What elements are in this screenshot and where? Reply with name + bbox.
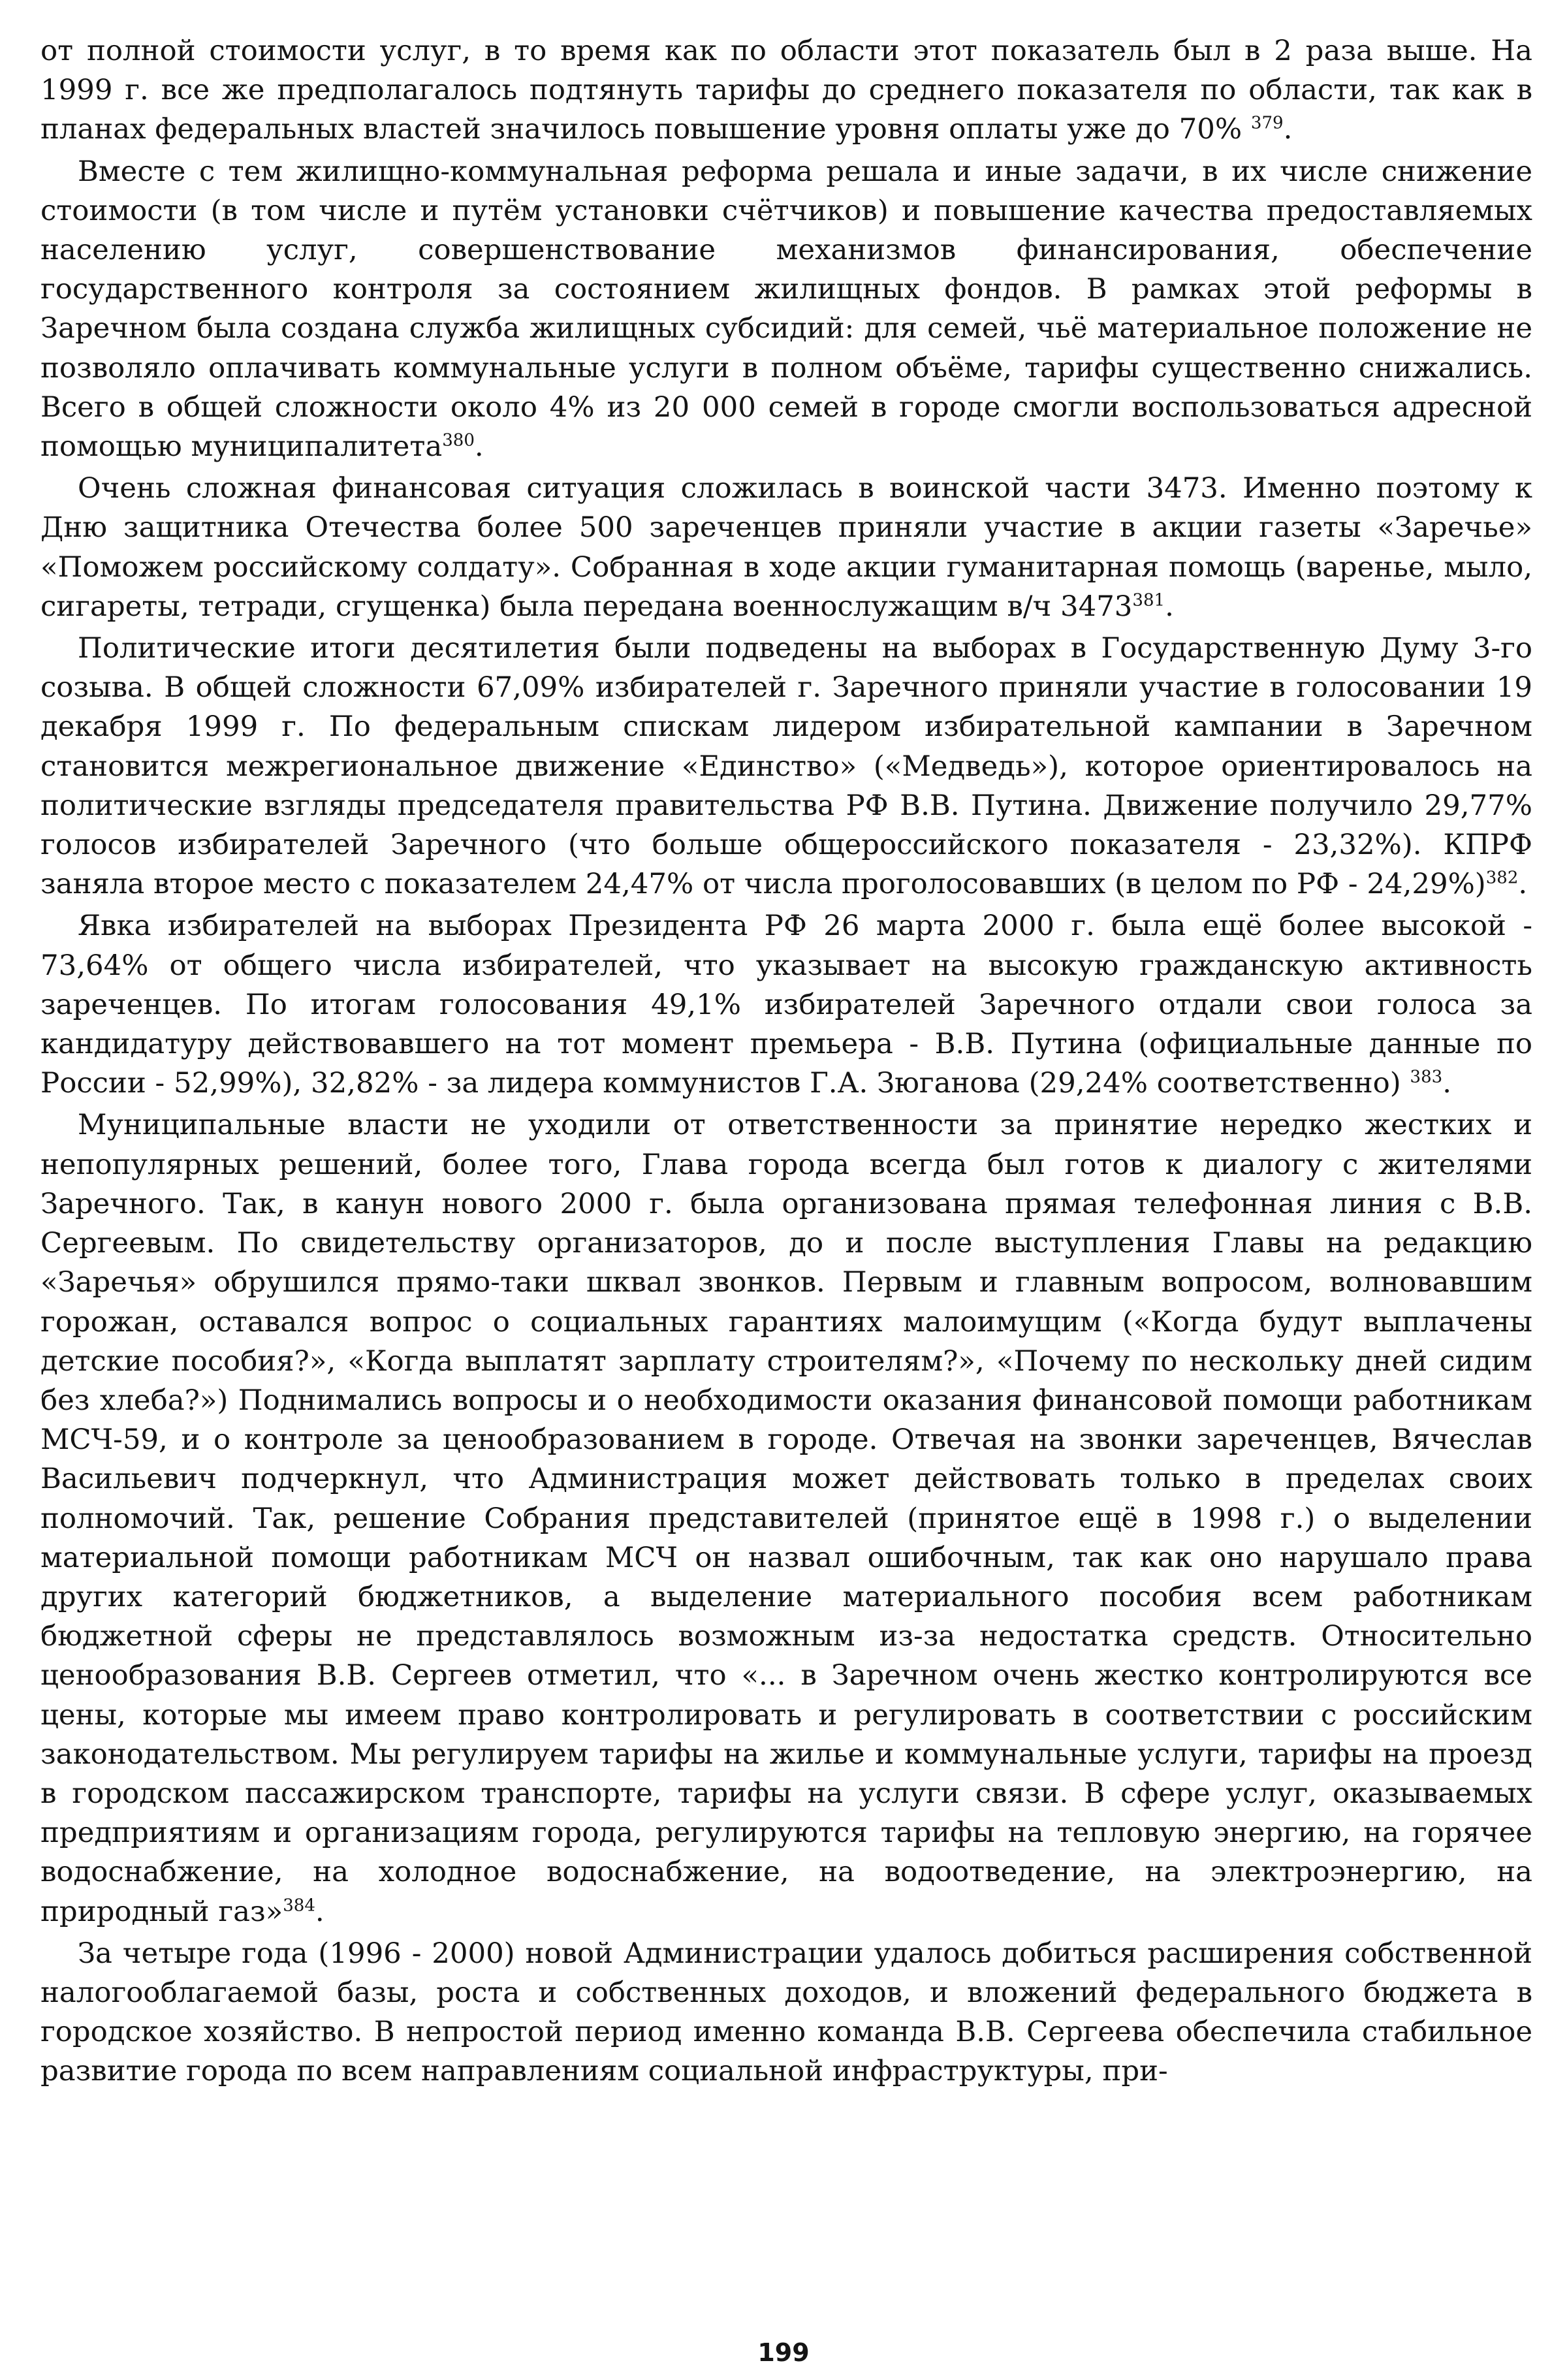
footnote-ref: 381 xyxy=(1132,590,1165,611)
paragraph: Очень сложная финансовая ситуация сложилась в воинской части 3473. Именно поэтому к Дню защитника Отечества более 500 зареченцев приняли участие в акции газеты «Заречье» «Поможем российскому солдату». Собранная в ходе акции гуманитарная помощь (варенье, мыло, сигареты, тетради, сгущенка) была передана военнослужащим в/ч 3473$^{381}$. xyxy=(40,472,1532,623)
footnote-ref: 382 xyxy=(1485,868,1519,888)
page-text xyxy=(40,31,1532,2304)
paragraph: Явка избирателей на выборах Президента РФ 26 марта 2000 г. была ещё более высокой - 73,64% от общего числа избирателей, что указывает на высокую гражданскую активность зареченцев. По итогам голосования 49,1% избирателей Заречного отдали свои голоса за кандидатуру действовавшего на тот момент премьера - В.В. Путина (официальные данные по России - 52,99%), 32,82% - за лидера коммунистов Г.А. Зюганова (29,24% соответственно) $^{383}$. xyxy=(40,910,1532,1100)
footnote-ref: 384 xyxy=(283,1895,315,1915)
page-number: 199 xyxy=(757,2338,810,2367)
paragraph: Политические итоги десятилетия были подведены на выборах в Государственную Думу 3-го созыва. В общей сложности 67,09% избирателей г. Заречного приняли участие в голосовании 19 декабря 1999 г. По федеральным спискам лидером избирательной кампании в Заречном становится межрегиональное движение «Единство» («Медведь»), которое ориентировалось на политические взгляды председателя правительства РФ В.В. Путина. Движение получило 29,77% голосов избирателей Заречного (что больше общероссийского показателя - 23,32%). КПРФ заняла второе место с показателем 24,47% от числа проголосовавших (в целом по РФ - 24,29%)$^{382}$. xyxy=(40,632,1532,901)
paragraph: Муниципальные власти не уходили от ответственности за принятие нередко жестких и непопулярных решений, более того, Глава города всегда был готов к диалогу с жителями Заречного. Так, в канун нового 2000 г. была организована прямая телефонная линия с В.В. Сергеевым. По свидетельству организаторов, до и после выступления Главы на редакцию «Заречья» обрушился прямо-таки шквал звонков. Первым и главным вопросом, волновавшим горожан, оставался вопрос о социальных гарантиях малоимущим («Когда будут выплачены детские пособия?», «Когда выплатят зарплату строителям?», «Почему по нескольку дней сидим без хлеба?») Поднимались вопросы и о необходимости оказания финансовой помощи работникам МСЧ-59, и о контроле за ценообразованием в городе. Отвечая на звонки зареченцев, Вячеслав Васильевич подчеркнул, что Администрация может действовать только в пределах своих полномочий. Так, решение Собрания представителей (принятое ещё в 1998 г.) о выделении материальной помощи работникам МСЧ он назвал ошибочным, так как оно нарушало права других категорий бюджетников, а выделение материального пособия всем работникам бюджетной сферы не представлялось возможным из-за недостатка средств. Относительно ценообразования В.В. Сергеев отметил, что «... в Заречном очень жестко контролируются все цены, которые мы имеем право контролировать и регулировать в соответствии с российским законодательством. Мы регулируем тарифы на жилье и коммунальные услуги, тарифы на проезд в городском пассажирском транспорте, тарифы на услуги связи. В сфере услуг, оказываемых предприятиям и организациям города, регулируются тарифы на тепловую энергию, на горячее водоснабжение, на холодное водоснабжение, на водоотведение, на электроэнергию, на природный газ»$^{384}$. xyxy=(40,1109,1532,1928)
footnote-ref: 383 xyxy=(1410,1067,1443,1087)
footnote-ref: 379 xyxy=(1250,113,1284,133)
paragraph: За четыре года (1996 - 2000) новой Администрации удалось добиться расширения собственной налогооблагаемой базы, роста и собственных доходов, и вложений федерального бюджета в городское хозяйство. В непростой период именно команда В.В. Сергеева обеспечила стабильное развитие города по всем направлениям социальной инфраструктуры, при- xyxy=(40,1937,1532,2088)
paragraph: от полной стоимости услуг, в то время как по области этот показатель был в 2 раза выше. На 1999 г. все же предполагалось подтянуть тарифы до среднего показателя по области, так как в планах федеральных властей значилось повышение уровня оплаты уже до 70% $^{379}$. xyxy=(40,35,1532,146)
paragraph: Вместе с тем жилищно-коммунальная реформа решала и иные задачи, в их числе снижение стоимости (в том числе и путём установки счётчиков) и повышение качества предоставляемых населению услуг, совершенствование механизмов финансирования, обеспечение государственного контроля за состоянием жилищных фондов. В рамках этой реформы в Заречном была создана служба жилищных субсидий: для семей, чьё материальное положение не позволяло оплачивать коммунальные услуги в полном объёме, тарифы существенно снижались. Всего в общей сложности около 4% из 20 000 семей в городе смогли воспользоваться адресной помощью муниципалитета$^{380}$. xyxy=(40,155,1532,464)
footnote-ref: 380 xyxy=(442,430,475,451)
